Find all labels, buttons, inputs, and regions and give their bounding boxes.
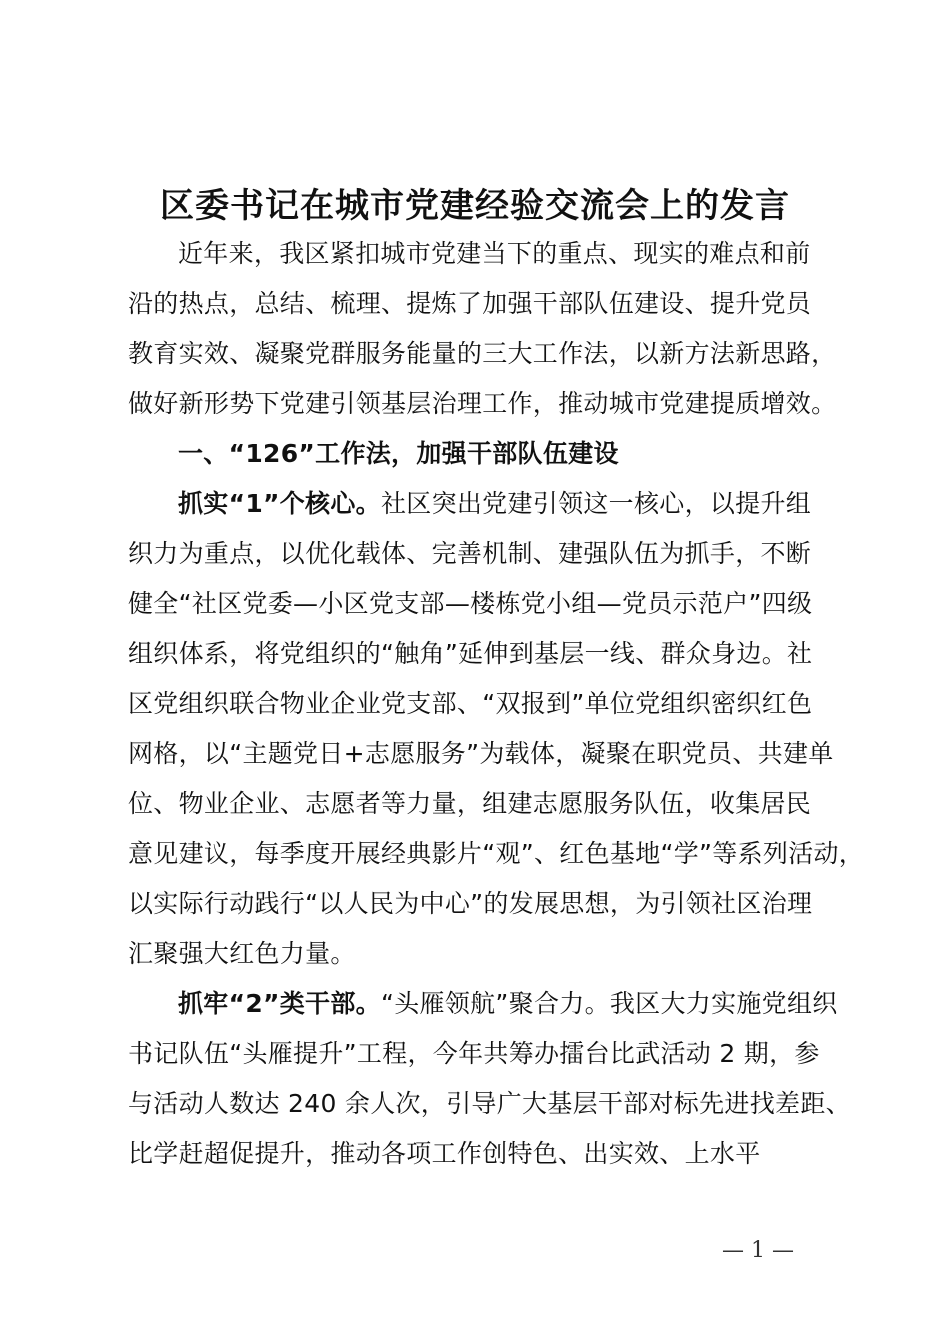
paragraph-line	[178, 484, 811, 524]
paragraph-line: 以实际行动践行“以人民为中心”的发展思想，为引领社区治理	[128, 889, 813, 918]
paragraph-line: 意见建议，每季度开展经典影片“观”、红色基地“学”等系列活动，	[128, 839, 865, 868]
paragraph-line: 汇聚强大红色力量。	[128, 939, 356, 968]
paragraph-lead: 抓实“1”个核心。	[178, 489, 381, 518]
paragraph-line: 书记队伍“头雁提升”工程，今年共筹办擂台比武活动 2 期，参	[128, 1039, 820, 1068]
section-heading: 一、“126”工作法，加强干部队伍建设	[178, 439, 619, 468]
paragraph-line: 区党组织联合物业企业党支部、“双报到”单位党组织密织红色	[128, 689, 813, 718]
document-title: 区委书记在城市党建经验交流会上的发言	[160, 186, 790, 226]
paragraph-lead: 抓牢“2”类干部。	[178, 989, 381, 1018]
paragraph-line: 组织体系，将党组织的“触角”延伸到基层一线、群众身边。社	[128, 639, 813, 668]
intro-line: 沿的热点，总结、梳理、提炼了加强干部队伍建设、提升党员	[128, 289, 812, 318]
page-number: — 1 —	[722, 1238, 794, 1263]
paragraph-text: 社区突出党建引领这一核心，以提升组	[380, 489, 812, 518]
paragraph-line: 网格，以“主题党日+志愿服务”为载体，凝聚在职党员、共建单	[128, 739, 834, 768]
paragraph-text: “头雁领航”聚合力。我区大力实施党组织	[380, 989, 838, 1018]
paragraph-line: 织力为重点，以优化载体、完善机制、建强队伍为抓手，不断	[128, 539, 812, 568]
intro-line: 教育实效、凝聚党群服务能量的三大工作法，以新方法新思路，	[128, 339, 837, 368]
paragraph-line: 健全“社区党委—小区党支部—楼栋党小组—党员示范户”四级	[128, 589, 813, 618]
paragraph-line: 与活动人数达 240 余人次，引导广大基层干部对标先进找差距、	[128, 1089, 851, 1118]
intro-line: 做好新形势下党建引领基层治理工作，推动城市党建提质增效。	[128, 389, 837, 418]
paragraph-line: 比学赶超促提升，推动各项工作创特色、出实效、上水平	[128, 1139, 761, 1168]
intro-line: 近年来，我区紧扣城市党建当下的重点、现实的难点和前	[178, 239, 811, 268]
paragraph-line	[178, 984, 838, 1024]
paragraph-line: 位、物业企业、志愿者等力量，组建志愿服务队伍，收集居民	[128, 789, 812, 818]
